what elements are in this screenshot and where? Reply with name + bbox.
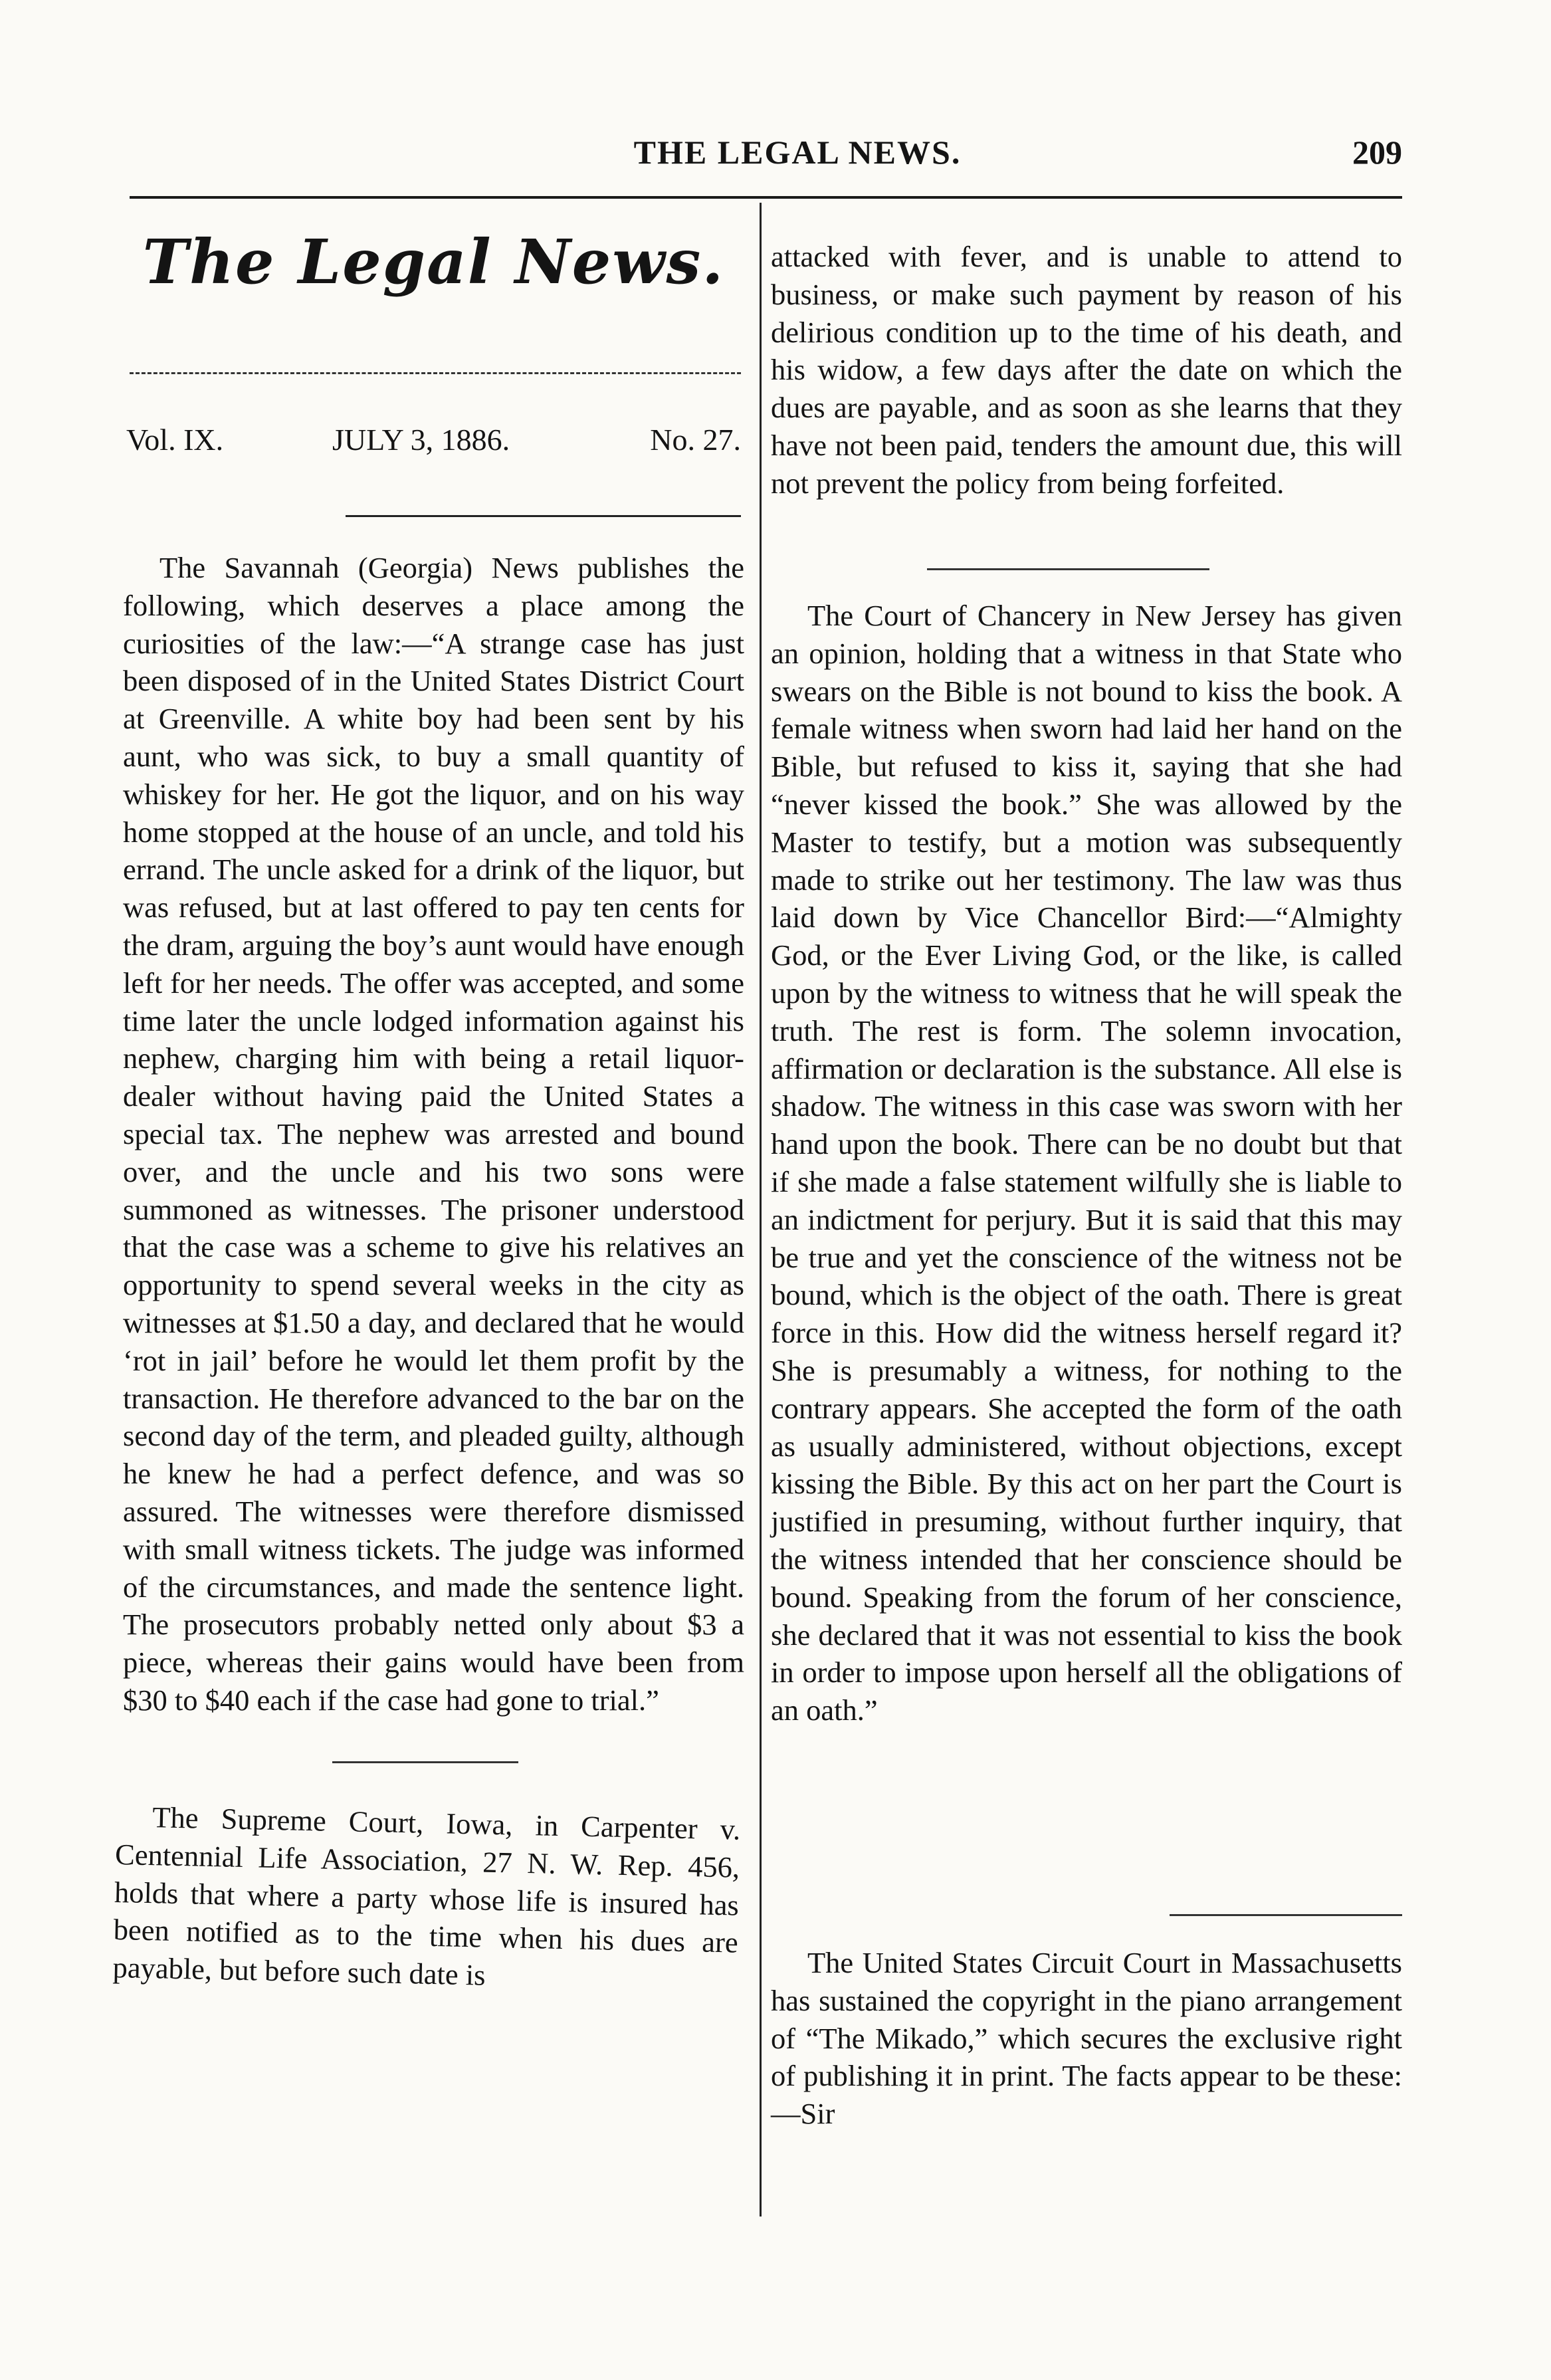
issue-line [126, 422, 741, 469]
page-number: 209 [1352, 134, 1402, 171]
article-separator [332, 1761, 518, 1763]
column-divider [760, 203, 762, 2217]
issue-rule [346, 515, 741, 517]
masthead-rule [130, 372, 741, 374]
article-savannah: The Savannah (Georgia) News publishes the following, which deserves a place among the curiosities of the law:—“A strange case has just been disposed of in the United States District Court at Greenville. A white boy had been sent by his aunt, who was sick, to buy a small quantity of whiskey for her. He got the liquor, and on his way home stopped at the house of an uncle, and told his errand. The uncle asked for a drink of the liquor, but was refused, but at last offered to pay ten cents for the dram, arguing the boy’s aunt would have enough left for her needs. The offer was accepted, and some time later the uncle lodged information against his nephew, charging him with being a retail liquor-dealer without having paid the United States a special tax. The nephew was arrested and bound over, and the uncle and his two sons were summoned as witnesses. The prisoner understood that the case was a scheme to give his relatives an opportunity to spend several weeks in the city as witnesses at $1.50 a day, and declared that he would ‘rot in jail’ before he would let them profit by the transaction. He therefore advanced to the bar on the second day of the term, and pleaded guilty, although he knew he had a perfect defence, and was so assured. The witnesses were therefore dismissed with small witness tickets. The judge was informed of the circumstances, and made the sentence light. The prosecutors probably netted only about $3 a piece, whereas their gains would have been from $30 to $40 each if the case had gone to trial.” [123, 551, 744, 1717]
header-rule [130, 196, 1402, 199]
article-iowa: The Supreme Court, Iowa, in Carpenter v. Centennial Life Association, 27 N. W. Rep. 456, holds that where a party whose life is insured has been notified as to the time when his dues are payable, but before such date is [112, 1800, 741, 1992]
issue-volume: Vol. IX. [126, 423, 224, 457]
issue-number: No. 27. [650, 423, 741, 457]
running-head [0, 133, 1551, 173]
article-iowa-continued: attacked with fever, and is unable to attend to business, or make such payment by reason of his delirious condition up to the time of his death, and his widow, a few days after the date on which the dues are payable, and as soon as she learns that they have not been paid, tenders the amount due, this will not prevent the policy from being forfeited. [771, 240, 1402, 500]
article-chancery: The Court of Chancery in New Jersey has given an opinion, holding that a witness in that State who swears on the Bible is not bound to kiss the book. A female witness when sworn had laid her hand on the Bible, but refused to kiss it, saying that she had “never kissed the book.” She was allowed by the Master to testify, but a motion was subsequently made to strike out her testimony. The law was thus laid down by Vice Chancellor Bird:—“Almighty God, or the Ever Living God, or the like, is called upon by the witness to witness that he will speak the truth. The rest is form. The solemn invocation, affirmation or declaration is the substance. All else is shadow. The witness in this case was sworn with her hand upon the book. There can be no doubt but that if she made a false statement wilfully she is liable to an indictment for perjury. But it is said that this may be true and yet the conscience of the witness not be bound, which is the object of the oath. There is great force in this. How did the witness herself regard it? She is presumably a witness, for nothing to the contrary appears. She accepted the form of the oath as usually administered, without objections, except kissing the Bible. By this act on her part the Court is justified in presuming, without further inquiry, that the witness intended that her conscience should be bound. Speaking from the forum of her conscience, she declared that it was not essential to kiss the book in order to impose upon herself all the obligations of an oath.” [771, 599, 1402, 1727]
article-circuit-court: The United States Circuit Court in Massachusetts has sustained the copyright in the piano arrangement of “The Mikado,” which secures the exclusive right of publishing it in print. The facts appear to be these:—Sir [771, 1946, 1402, 2131]
issue-date: JULY 3, 1886. [332, 423, 510, 457]
article-separator [927, 568, 1209, 570]
article-separator [1170, 1914, 1402, 1916]
masthead-title: The Legal News. [142, 226, 725, 298]
running-title: THE LEGAL NEWS. [633, 134, 962, 171]
